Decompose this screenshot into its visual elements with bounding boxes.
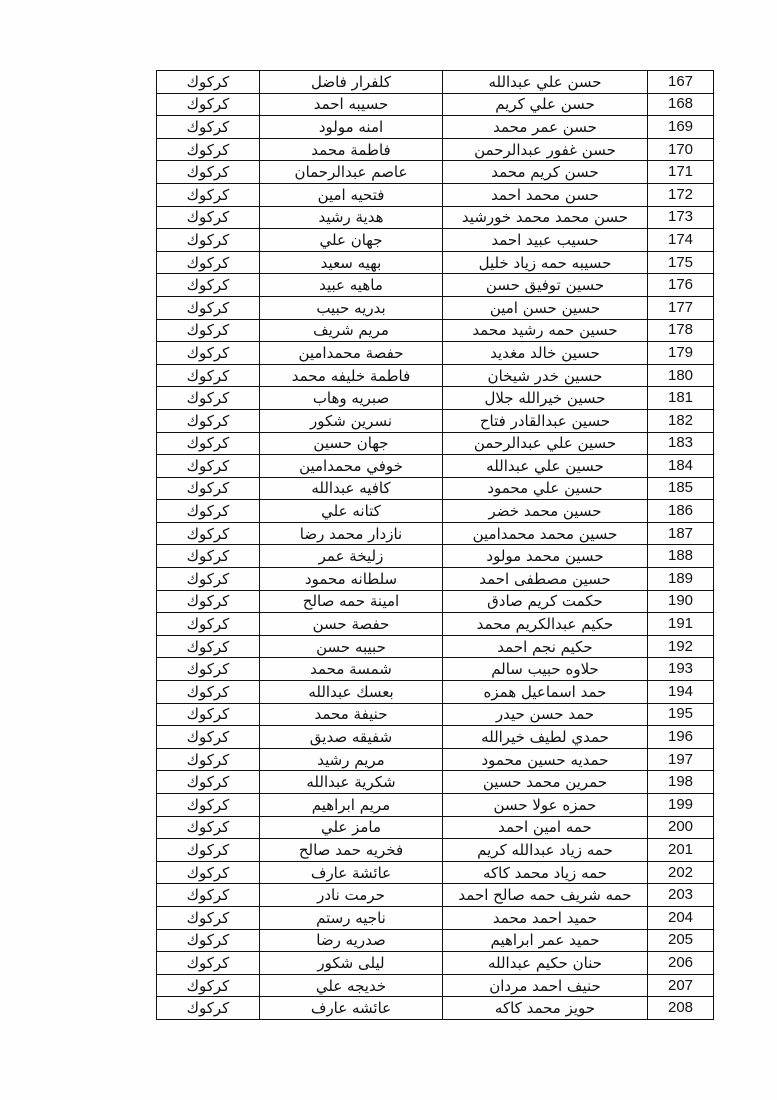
row-number-cell: 171 — [648, 161, 714, 184]
row-number-cell: 179 — [648, 342, 714, 365]
row-number-cell: 192 — [648, 635, 714, 658]
row-number-cell: 177 — [648, 296, 714, 319]
mother-name-cell: هدية رشيد — [260, 206, 443, 229]
table-row — [157, 568, 714, 591]
mother-name-cell: حفصة حسن — [260, 613, 443, 636]
mother-name-cell: فاطمة محمد — [260, 138, 443, 161]
table-row — [157, 997, 714, 1020]
table-row — [157, 93, 714, 116]
full-name-cell: حسين حمه رشيد محمد — [443, 319, 648, 342]
mother-name-cell: مريم رشيد — [260, 748, 443, 771]
table-row — [157, 229, 714, 252]
mother-name-cell: خوفي محمدامين — [260, 455, 443, 478]
full-name-cell: حسين مصطفى احمد — [443, 568, 648, 591]
row-number-cell: 201 — [648, 839, 714, 862]
city-cell: كركوك — [157, 455, 260, 478]
table-row — [157, 929, 714, 952]
table-row — [157, 364, 714, 387]
table-row — [157, 748, 714, 771]
mother-name-cell: كافيه عبدالله — [260, 477, 443, 500]
city-cell: كركوك — [157, 116, 260, 139]
city-cell: كركوك — [157, 952, 260, 975]
full-name-cell: حسين خالد مغديد — [443, 342, 648, 365]
mother-name-cell: حسيبه احمد — [260, 93, 443, 116]
row-number-cell: 187 — [648, 522, 714, 545]
row-number-cell: 183 — [648, 432, 714, 455]
table-row — [157, 251, 714, 274]
full-name-cell: حمدي لطيف خيرالله — [443, 726, 648, 749]
row-number-cell: 205 — [648, 929, 714, 952]
mother-name-cell: حفصة محمدامين — [260, 342, 443, 365]
city-cell: كركوك — [157, 884, 260, 907]
row-number-cell: 188 — [648, 545, 714, 568]
row-number-cell: 193 — [648, 658, 714, 681]
row-number-cell: 168 — [648, 93, 714, 116]
table-row — [157, 703, 714, 726]
table-row — [157, 906, 714, 929]
city-cell: كركوك — [157, 409, 260, 432]
row-number-cell: 167 — [648, 71, 714, 94]
table-row — [157, 658, 714, 681]
mother-name-cell: حنيفة محمد — [260, 703, 443, 726]
city-cell: كركوك — [157, 590, 260, 613]
mother-name-cell: صدريه رضا — [260, 929, 443, 952]
city-cell: كركوك — [157, 274, 260, 297]
city-cell: كركوك — [157, 183, 260, 206]
city-cell: كركوك — [157, 658, 260, 681]
names-table-body — [157, 71, 714, 1020]
mother-name-cell: مريم شريف — [260, 319, 443, 342]
full-name-cell: حسين علي محمود — [443, 477, 648, 500]
full-name-cell: حمديه حسين محمود — [443, 748, 648, 771]
table-row — [157, 71, 714, 94]
city-cell: كركوك — [157, 319, 260, 342]
table-row — [157, 952, 714, 975]
city-cell: كركوك — [157, 726, 260, 749]
table-row — [157, 884, 714, 907]
city-cell: كركوك — [157, 432, 260, 455]
full-name-cell: حسن علي عبدالله — [443, 71, 648, 94]
city-cell: كركوك — [157, 251, 260, 274]
mother-name-cell: شمسة محمد — [260, 658, 443, 681]
table-row — [157, 138, 714, 161]
city-cell: كركوك — [157, 568, 260, 591]
mother-name-cell: بعسك عبدالله — [260, 681, 443, 704]
mother-name-cell: نسرين شكور — [260, 409, 443, 432]
city-cell: كركوك — [157, 522, 260, 545]
row-number-cell: 186 — [648, 500, 714, 523]
table-row — [157, 861, 714, 884]
city-cell: كركوك — [157, 161, 260, 184]
table-row — [157, 590, 714, 613]
row-number-cell: 169 — [648, 116, 714, 139]
full-name-cell: حسن غفور عبدالرحمن — [443, 138, 648, 161]
full-name-cell: حسن محمد محمد خورشيد — [443, 206, 648, 229]
row-number-cell: 208 — [648, 997, 714, 1020]
full-name-cell: حسيبه حمه زياد خليل — [443, 251, 648, 274]
table-row — [157, 183, 714, 206]
table-row — [157, 635, 714, 658]
full-name-cell: حكيم عبدالكريم محمد — [443, 613, 648, 636]
full-name-cell: حميد احمد محمد — [443, 906, 648, 929]
mother-name-cell: فتحيه امين — [260, 183, 443, 206]
mother-name-cell: شكرية عبدالله — [260, 771, 443, 794]
row-number-cell: 206 — [648, 952, 714, 975]
full-name-cell: حمه امين احمد — [443, 816, 648, 839]
table-row — [157, 161, 714, 184]
mother-name-cell: صبريه وهاب — [260, 387, 443, 410]
row-number-cell: 189 — [648, 568, 714, 591]
table-row — [157, 116, 714, 139]
city-cell: كركوك — [157, 635, 260, 658]
table-row — [157, 387, 714, 410]
table-row — [157, 500, 714, 523]
row-number-cell: 185 — [648, 477, 714, 500]
full-name-cell: حلاوه حبيب سالم — [443, 658, 648, 681]
full-name-cell: حمرين محمد حسين — [443, 771, 648, 794]
city-cell: كركوك — [157, 93, 260, 116]
mother-name-cell: مامز علي — [260, 816, 443, 839]
row-number-cell: 172 — [648, 183, 714, 206]
table-row — [157, 455, 714, 478]
table-row — [157, 974, 714, 997]
row-number-cell: 173 — [648, 206, 714, 229]
table-row — [157, 319, 714, 342]
mother-name-cell: بدريه حبيب — [260, 296, 443, 319]
mother-name-cell: بهيه سعيد — [260, 251, 443, 274]
full-name-cell: حكيم نجم احمد — [443, 635, 648, 658]
row-number-cell: 204 — [648, 906, 714, 929]
table-row — [157, 816, 714, 839]
table-row — [157, 681, 714, 704]
row-number-cell: 196 — [648, 726, 714, 749]
row-number-cell: 180 — [648, 364, 714, 387]
city-cell: كركوك — [157, 794, 260, 817]
row-number-cell: 184 — [648, 455, 714, 478]
table-row — [157, 771, 714, 794]
full-name-cell: حكمت كريم صادق — [443, 590, 648, 613]
table-row — [157, 545, 714, 568]
full-name-cell: حسين علي عبدالله — [443, 455, 648, 478]
mother-name-cell: كلفرار فاضل — [260, 71, 443, 94]
city-cell: كركوك — [157, 906, 260, 929]
table-row — [157, 477, 714, 500]
mother-name-cell: عائشة عارف — [260, 861, 443, 884]
city-cell: كركوك — [157, 500, 260, 523]
full-name-cell: حمد حسن حيدر — [443, 703, 648, 726]
city-cell: كركوك — [157, 342, 260, 365]
mother-name-cell: امنه مولود — [260, 116, 443, 139]
table-row — [157, 432, 714, 455]
row-number-cell: 178 — [648, 319, 714, 342]
row-number-cell: 182 — [648, 409, 714, 432]
row-number-cell: 170 — [648, 138, 714, 161]
row-number-cell: 174 — [648, 229, 714, 252]
mother-name-cell: ناجيه رستم — [260, 906, 443, 929]
row-number-cell: 200 — [648, 816, 714, 839]
city-cell: كركوك — [157, 387, 260, 410]
full-name-cell: حميد عمر ابراهيم — [443, 929, 648, 952]
table-row — [157, 409, 714, 432]
table-row — [157, 274, 714, 297]
table-row — [157, 296, 714, 319]
mother-name-cell: عائشه عارف — [260, 997, 443, 1020]
full-name-cell: حمه زياد عبدالله كريم — [443, 839, 648, 862]
mother-name-cell: مريم ابراهيم — [260, 794, 443, 817]
mother-name-cell: فاطمة خليفه محمد — [260, 364, 443, 387]
full-name-cell: حسن علي كريم — [443, 93, 648, 116]
city-cell: كركوك — [157, 703, 260, 726]
mother-name-cell: عاصم عبدالرحمان — [260, 161, 443, 184]
table-row — [157, 794, 714, 817]
mother-name-cell: حرمت نادر — [260, 884, 443, 907]
city-cell: كركوك — [157, 997, 260, 1020]
full-name-cell: حسين خدر شيخان — [443, 364, 648, 387]
row-number-cell: 194 — [648, 681, 714, 704]
city-cell: كركوك — [157, 477, 260, 500]
city-cell: كركوك — [157, 545, 260, 568]
mother-name-cell: كتانه علي — [260, 500, 443, 523]
table-row — [157, 613, 714, 636]
full-name-cell: حسين حسن امين — [443, 296, 648, 319]
full-name-cell: حمه زياد محمد كاكه — [443, 861, 648, 884]
row-number-cell: 207 — [648, 974, 714, 997]
row-number-cell: 190 — [648, 590, 714, 613]
full-name-cell: حسين علي عبدالرحمن — [443, 432, 648, 455]
table-row — [157, 839, 714, 862]
city-cell: كركوك — [157, 364, 260, 387]
city-cell: كركوك — [157, 929, 260, 952]
row-number-cell: 199 — [648, 794, 714, 817]
mother-name-cell: جهان حسين — [260, 432, 443, 455]
full-name-cell: حسين خيرالله جلال — [443, 387, 648, 410]
city-cell: كركوك — [157, 296, 260, 319]
city-cell: كركوك — [157, 229, 260, 252]
full-name-cell: حسين عبدالقادر فتاح — [443, 409, 648, 432]
full-name-cell: حسين محمد محمدامين — [443, 522, 648, 545]
full-name-cell: حسن عمر محمد — [443, 116, 648, 139]
row-number-cell: 191 — [648, 613, 714, 636]
full-name-cell: حمزه عولا حسن — [443, 794, 648, 817]
mother-name-cell: ماهيه عبيد — [260, 274, 443, 297]
full-name-cell: حنيف احمد مردان — [443, 974, 648, 997]
city-cell: كركوك — [157, 974, 260, 997]
city-cell: كركوك — [157, 816, 260, 839]
mother-name-cell: حبيبه حسن — [260, 635, 443, 658]
row-number-cell: 198 — [648, 771, 714, 794]
row-number-cell: 202 — [648, 861, 714, 884]
city-cell: كركوك — [157, 748, 260, 771]
city-cell: كركوك — [157, 206, 260, 229]
full-name-cell: حنان حكيم عبدالله — [443, 952, 648, 975]
mother-name-cell: سلطانه محمود — [260, 568, 443, 591]
mother-name-cell: امينة حمه صالح — [260, 590, 443, 613]
mother-name-cell: شفيقه صديق — [260, 726, 443, 749]
full-name-cell: حسن كريم محمد — [443, 161, 648, 184]
city-cell: كركوك — [157, 681, 260, 704]
mother-name-cell: خديجه علي — [260, 974, 443, 997]
full-name-cell: حمه شريف حمه صالح احمد — [443, 884, 648, 907]
full-name-cell: حسين محمد خضر — [443, 500, 648, 523]
names-table — [156, 70, 714, 1020]
mother-name-cell: جهان علي — [260, 229, 443, 252]
city-cell: كركوك — [157, 839, 260, 862]
full-name-cell: حسين محمد مولود — [443, 545, 648, 568]
city-cell: كركوك — [157, 71, 260, 94]
row-number-cell: 181 — [648, 387, 714, 410]
table-row — [157, 206, 714, 229]
table-row — [157, 342, 714, 365]
table-row — [157, 522, 714, 545]
mother-name-cell: زليخة عمر — [260, 545, 443, 568]
city-cell: كركوك — [157, 861, 260, 884]
mother-name-cell: ليلى شكور — [260, 952, 443, 975]
city-cell: كركوك — [157, 613, 260, 636]
full-name-cell: حويز محمد كاكه — [443, 997, 648, 1020]
mother-name-cell: نازدار محمد رضا — [260, 522, 443, 545]
row-number-cell: 175 — [648, 251, 714, 274]
mother-name-cell: فخريه حمد صالح — [260, 839, 443, 862]
city-cell: كركوك — [157, 771, 260, 794]
full-name-cell: حسين توفيق حسن — [443, 274, 648, 297]
row-number-cell: 203 — [648, 884, 714, 907]
row-number-cell: 176 — [648, 274, 714, 297]
row-number-cell: 195 — [648, 703, 714, 726]
full-name-cell: حسن محمد احمد — [443, 183, 648, 206]
full-name-cell: حمد اسماعيل همزه — [443, 681, 648, 704]
row-number-cell: 197 — [648, 748, 714, 771]
table-row — [157, 726, 714, 749]
city-cell: كركوك — [157, 138, 260, 161]
full-name-cell: حسيب عبيد احمد — [443, 229, 648, 252]
